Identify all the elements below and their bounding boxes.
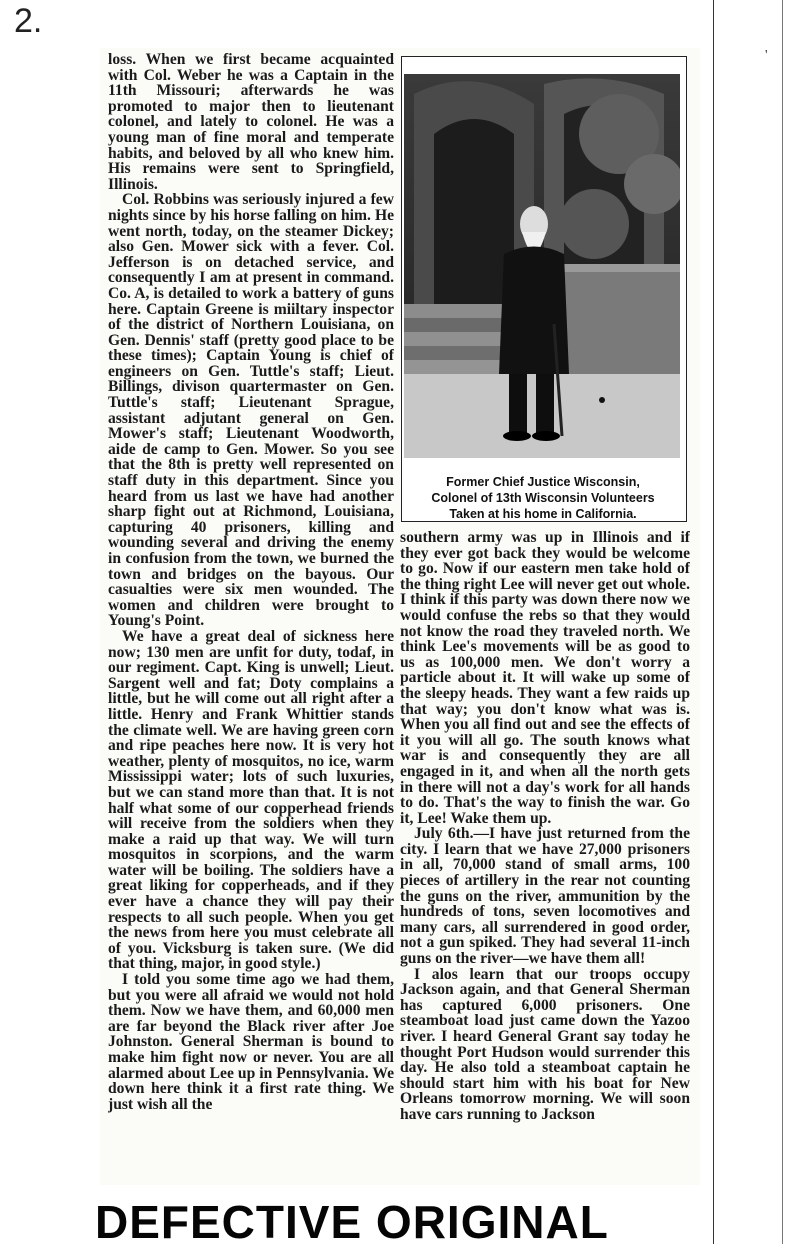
- paragraph: Col. Robbins was seriously injured a few nights since by his horse falling on him. He went north, today, on the steamer Dickey; also Gen. Mower sick with a fever. Col. Jefferson is on detached service, and consequently I am at present in command. Co. A, is detailed to work a battery of guns here. Captain Greene is miiltary inspector of the district of Northern Louisiana, on Gen. Dennis' staff (pretty good place to be these times); Captain Young is chief of engineers on Gen. Tuttle's staff; Lieut. Billings, divison quartermaster on Gen. Tuttle's staff; Lieutenant Sprague, assistant adjutant general on Gen. Mower's staff; Lieutenant Woodworth, aide de camp to Gen. Mower. So you see that the 8th is pretty well represented on staff duty in this department. Since you heard from us last we have had another sharp fight out at Richmond, Louisiana, capturing 40 prisoners, killing and wounding several and driving the enemy in confusion from the town, we burned the town and bridges on the bayous. Our casualties were six men wounded. The women and children were brought to Young's Point.: [108, 191, 394, 630]
- left-text-column: [108, 52, 394, 1184]
- right-text-column: [400, 530, 690, 1184]
- caption-line: Taken at his home in California.: [449, 507, 637, 521]
- page-number: 2.: [14, 2, 43, 40]
- portrait-photo: [404, 74, 680, 458]
- paragraph: July 6th.—I have just returned from the city. I learn that we have 27,000 prisoners in all, 70,000 stand of small arms, 100 pieces of artillery in the rear not counting the guns on the river, ammunition by the hundreds of tons, seven locomotives and many cars, all surrendered in good order, not a gun spiked. They had several 11-inch guns on the river—we have them all!: [400, 825, 690, 968]
- paragraph: I alos learn that our troops occupy Jackson again, and that General Sherman has captured 6,000 prisoners. One steamboat load just came down the Yazoo river. I heard General Grant say today he thought Port Hudson would surrender this day. He also told a steamboat captain he should start him with his boat for New Orleans tomorrow morning. We will soon have cars running to Jackson: [400, 965, 690, 1123]
- page-edge-line: [713, 0, 714, 1244]
- caption-line: Colonel of 13th Wisconsin Volunteers: [431, 491, 655, 505]
- corner-mark: ': [765, 48, 768, 63]
- paragraph: southern army was up in Illinois and if they ever got back they would be welcome to go. Now if our eastern men take hold of the thing right Lee will never get out whole. I think if this party was down there now we would confuse the rebs so that they would not know the road they traveled north. We think Lee's movements will be as good to us as 100,000 men. We don't worry a particle about it. It will wake up some of the sleepy heads. They want a few raids up that way; you don't know what was is. When you all find out and see the effects of it you will all go. The south knows what war is and consequently they are all engaged in it, and when all the north gets in there will not a day's work for all hands to do. That's the way to finish the war. Go it, Lee! Wake them up.: [400, 530, 690, 827]
- portrait-photo-image: [404, 74, 680, 458]
- paragraph: loss. When we first became acquainted with Col. Weber he was a Captain in the 11th Missouri; afterwards he was promoted to major then to lieutenant colonel, and lately to colonel. He was a young man of fine moral and temperate habits, and beloved by all who knew him. His remains were sent to Springfield, Illinois.: [108, 52, 394, 193]
- defective-original-banner: DEFECTIVE ORIGINAL: [95, 1196, 609, 1248]
- page-edge-line-outer: [782, 0, 783, 1244]
- paragraph: We have a great deal of sickness here now; 130 men are unfit for duty, todaf, in our regiment. Capt. King is unwell; Lieut. Sargent well and fat; Doty complains a little, but he will come out all right after a little. Henry and Frank Whittier stands the climate well. We are having green corn and ripe peaches here now. It is very hot weather, plenty of mosquitos, no ice, warm Mississippi water; lots of such luxuries, but we can stand more than that. It is not half what some of our copperhead friends will receive from the soldiers when they make a raid up that way. We will turn mosquitos in scorpions, and the warm water will be boiling. The soldiers have a great liking for copperheads, and if they ever have a chance they will pay their respects to all such people. When you get the news from here you must celebrate all of you. Vicksburg is taken sure. (We did that thing, major, in good style.): [108, 627, 394, 973]
- paragraph: I told you some time ago we had them, but you were all afraid we would not hold them. Now we have them, and 60,000 men are far beyond the Black river after Joe Johnston. General Sherman is bound to make him fight now or never. You are all alarmed about Lee up in Pennsylvania. We down here think it a first rate thing. We just wish all the: [108, 971, 394, 1113]
- caption-line: Former Chief Justice Wisconsin,: [446, 475, 640, 489]
- photo-caption: [403, 474, 683, 522]
